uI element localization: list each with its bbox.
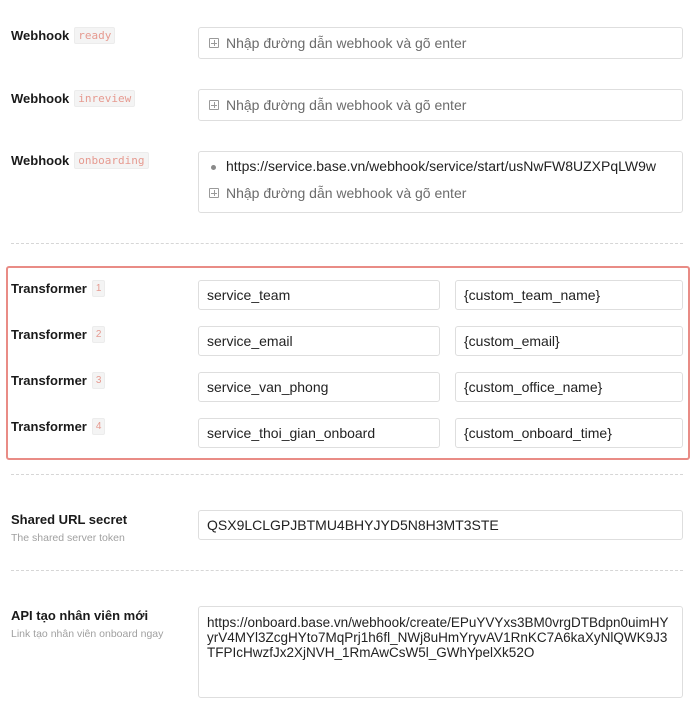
- webhook-placeholder: Nhập đường dẫn webhook và gõ enter: [226, 185, 467, 201]
- webhook-add-line[interactable]: [199, 178, 682, 208]
- transformer-value-input[interactable]: {custom_office_name}: [455, 372, 683, 402]
- shared-secret-label-group: [11, 511, 127, 544]
- webhook-onboarding-label-group: [11, 152, 149, 170]
- webhook-placeholder: Nhập đường dẫn webhook và gõ enter: [226, 97, 467, 113]
- webhook-status-tag: inreview: [74, 90, 135, 107]
- webhook-onboarding-input[interactable]: [198, 151, 683, 213]
- transformer-label-group: [11, 280, 105, 298]
- api-create-sublabel: Link tạo nhân viên onboard ngay: [11, 628, 164, 640]
- webhook-ready-input[interactable]: [198, 27, 683, 59]
- webhook-status-tag: ready: [74, 27, 115, 44]
- transformer-label-group: [11, 418, 105, 436]
- bullet-icon: [211, 165, 216, 170]
- transformer-label-group: [11, 326, 105, 344]
- transformer-label: Transformer: [11, 281, 87, 297]
- transformer-key-input[interactable]: service_team: [198, 280, 440, 310]
- webhook-url-item[interactable]: [199, 152, 682, 178]
- section-divider: [11, 474, 683, 475]
- transformer-index-tag: 2: [92, 326, 106, 343]
- webhook-url-text: https://service.base.vn/webhook/service/start/usNwFW8UZXPqLW9w: [226, 158, 657, 174]
- shared-secret-sublabel: The shared server token: [11, 532, 125, 544]
- section-divider: [11, 243, 683, 244]
- section-divider: [11, 570, 683, 571]
- plus-square-icon: [209, 38, 219, 48]
- transformer-index-tag: 4: [92, 418, 106, 435]
- transformer-label: Transformer: [11, 373, 87, 389]
- webhook-placeholder: Nhập đường dẫn webhook và gõ enter: [226, 35, 467, 51]
- webhook-ready-label-group: [11, 27, 115, 45]
- webhook-label: Webhook: [11, 28, 70, 44]
- transformer-value-input[interactable]: {custom_onboard_time}: [455, 418, 683, 448]
- transformer-label-group: [11, 372, 105, 390]
- transformer-key-input[interactable]: service_thoi_gian_onboard: [198, 418, 440, 448]
- api-create-label: API tạo nhân viên mới: [11, 608, 149, 624]
- webhook-add-line[interactable]: [199, 28, 682, 58]
- transformer-key-input[interactable]: service_email: [198, 326, 440, 356]
- transformer-index-tag: 3: [92, 372, 106, 389]
- webhook-status-tag: onboarding: [74, 152, 148, 169]
- transformer-label: Transformer: [11, 327, 87, 343]
- webhook-label: Webhook: [11, 91, 70, 107]
- transformer-value-input[interactable]: {custom_team_name}: [455, 280, 683, 310]
- api-create-label-group: [11, 607, 163, 640]
- shared-secret-label: Shared URL secret: [11, 512, 128, 528]
- transformer-value-input[interactable]: {custom_email}: [455, 326, 683, 356]
- transformer-label: Transformer: [11, 419, 87, 435]
- api-create-textarea[interactable]: https://onboard.base.vn/webhook/create/EPuYVYxs3BM0vrgDTBdpn0uimHYyrV4MYl3ZcgHYto7MqPrj1h6fl_NWj8uHmYryvAV1RnKC7A6kaXyNlQWK9J3TFPIcHwzfJx2XjNVH_1RmAwCsW5l_GWhYpelXk52O: [198, 606, 683, 698]
- webhook-label: Webhook: [11, 153, 70, 169]
- transformer-index-tag: 1: [92, 280, 106, 297]
- webhook-add-line[interactable]: [199, 90, 682, 120]
- webhook-inreview-input[interactable]: [198, 89, 683, 121]
- plus-square-icon: [209, 188, 219, 198]
- shared-secret-input[interactable]: QSX9LCLGPJBTMU4BHYJYD5N8H3MT3STE: [198, 510, 683, 540]
- webhook-inreview-label-group: [11, 90, 135, 108]
- transformer-key-input[interactable]: service_van_phong: [198, 372, 440, 402]
- plus-square-icon: [209, 100, 219, 110]
